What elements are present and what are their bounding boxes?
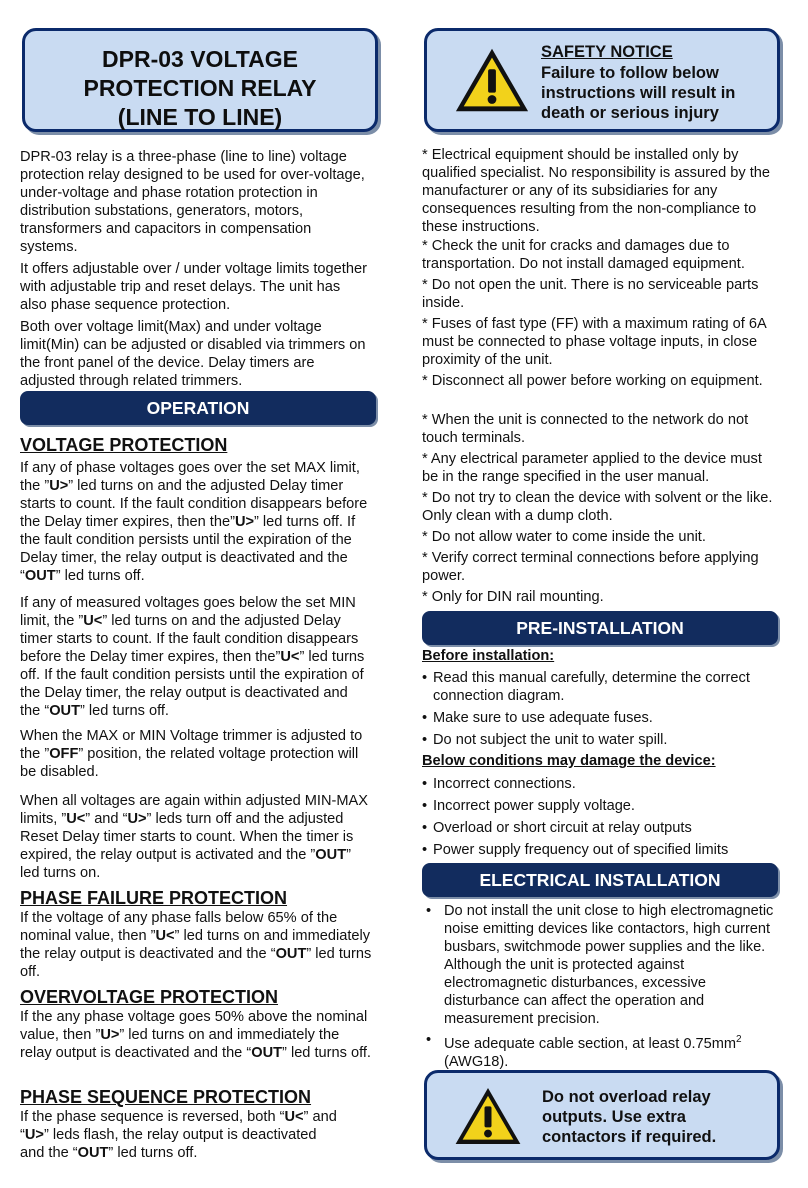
operation-bar: OPERATION — [20, 391, 376, 425]
electrical-item: • Do not install the unit close to high electromagnetic noise emitting devices like contactors, high current busbars, switchmode power supplies and the like. Although the unit is protected against electromagnetic disturbances, excessive disturbance can affect the operation and measurement precision. — [426, 903, 774, 1027]
before-installation-heading: Before installation: — [422, 648, 555, 664]
damage-item: • Incorrect power supply voltage. — [422, 798, 635, 814]
intro-paragraph-3: Both over voltage limit(Max) and under voltage limit(Min) can be adjusted or disabled via trimmers on the front panel of the device. Delay timers are adjusted through related trimmers. — [20, 319, 366, 389]
safety-item: * Verify correct terminal connections before applying power. — [422, 550, 759, 584]
phase-failure-paragraph: If the voltage of any phase falls below 65% of the nominal value, then ”U<” led turns on and immediately the relay output is deactivated and the “OUT” led turns off. — [20, 910, 372, 980]
safety-notice-message: Failure to follow below instructions will result in death or serious injury — [541, 64, 736, 122]
voltage-paragraph-4: When all voltages are again within adjusted MIN-MAX limits, ”U<” and “U>” leds turn off and the adjusted Reset Delay timer starts to count. When the timer is expired, the relay output is activated and the ”OUT” led turns on. — [20, 793, 368, 881]
safety-item: * Disconnect all power before working on equipment. — [422, 373, 763, 389]
warning-triangle-icon — [453, 1085, 523, 1147]
voltage-paragraph-3: When the MAX or MIN Voltage trimmer is adjusted to the ”OFF” position, the related voltage protection will be disabled. — [20, 728, 363, 780]
before-item: • Make sure to use adequate fuses. — [422, 710, 653, 726]
safety-notice-heading: SAFETY NOTICE — [541, 43, 673, 61]
intro-paragraph-2: It offers adjustable over / under voltage limits together with adjustable trip and reset delays. The unit has also phase sequence protection. — [20, 261, 367, 313]
safety-item: * Fuses of fast type (FF) with a maximum rating of 6A must be connected to phase voltage inputs, in close proximity of the unit. — [422, 316, 766, 368]
page-title — [25, 45, 375, 132]
voltage-paragraph-1: If any of phase voltages goes over the set MAX limit, the ”U>” led turns on and the adjusted Delay timer starts to count. If the fault condition disappears before the Delay timer expires, then the”U>” led turns off. If the fault condition persists until the expiration of the Delay timer, the relay output is deactivated and the “OUT” led turns off. — [20, 460, 368, 584]
damage-item: • Overload or short circuit at relay outputs — [422, 820, 692, 836]
safety-item: * Only for DIN rail mounting. — [422, 589, 604, 605]
electrical-item: • Use adequate cable section, at least $0.75mm^2$ (AWG18). — [426, 1032, 742, 1070]
damage-item: • Incorrect connections. — [422, 776, 576, 792]
title-box — [22, 28, 378, 132]
title-line-2: PROTECTION RELAY — [83, 75, 317, 101]
before-item: • Do not subject the unit to water spill. — [422, 732, 668, 748]
title-line-1: DPR-03 VOLTAGE — [102, 46, 298, 72]
safety-item: * Check the unit for cracks and damages due to transportation. Do not install damaged equipment. — [422, 238, 745, 272]
intro-paragraph-1: DPR-03 relay is a three-phase (line to line) voltage protection relay designed to be used for over-voltage, under-voltage and phase rotation protection in distribution substations, generators, motors, transformers and capacitors in compensation systems. — [20, 149, 365, 255]
phase-sequence-paragraph: If the phase sequence is reversed, both “U<” and “U>” leds flash, the relay output is deactivated and the “OUT” led turns off. — [20, 1109, 337, 1161]
overload-notice-box — [424, 1070, 780, 1160]
phase-sequence-heading: PHASE SEQUENCE PROTECTION — [20, 1087, 312, 1107]
safety-item: * Do not try to clean the device with solvent or the like. Only clean with a dump cloth. — [422, 490, 773, 524]
overvoltage-paragraph: If the any phase voltage goes 50% above the nominal value, then ”U>” led turns on and immediately the relay output is deactivated and the “OUT” led turns off. — [20, 1009, 371, 1061]
title-line-3: (LINE TO LINE) — [117, 104, 283, 130]
overload-notice-message: Do not overload relay outputs. Use extra contactors if required. — [542, 1088, 717, 1146]
warning-triangle-icon — [453, 45, 531, 115]
damage-conditions-heading: Below conditions may damage the device: — [422, 753, 716, 769]
safety-notice-box — [424, 28, 780, 132]
voltage-paragraph-2: If any of measured voltages goes below the set MIN limit, the ”U<” led turns on and the adjusted Delay timer starts to count. If the fault condition disappears before the Delay timer expires, then the”U<” led turns off. If the fault condition persists until the expiration of the Delay timer, the relay output is deactivated and the “OUT” led turns off. — [20, 595, 365, 719]
safety-item: * When the unit is connected to the network do not touch terminals. — [422, 412, 749, 446]
safety-item: * Do not open the unit. There is no serviceable parts inside. — [422, 277, 759, 311]
voltage-protection-heading: VOLTAGE PROTECTION — [20, 435, 228, 455]
safety-item: * Electrical equipment should be installed only by qualified specialist. No responsibility is assured by the manufacturer or any of its subsidiaries for any consequences resulting from the non-compliance to these instructions. — [422, 147, 770, 235]
safety-item: * Any electrical parameter applied to the device must be in the range specified in the user manual. — [422, 451, 762, 485]
safety-item: * Do not allow water to come inside the unit. — [422, 529, 706, 545]
pre-installation-bar: PRE-INSTALLATION — [422, 611, 778, 645]
overvoltage-heading: OVERVOLTAGE PROTECTION — [20, 987, 279, 1007]
damage-item: • Power supply frequency out of specified limits — [422, 842, 729, 858]
phase-failure-heading: PHASE FAILURE PROTECTION — [20, 888, 288, 908]
before-item: • Read this manual carefully, determine the correct connection diagram. — [422, 670, 750, 704]
electrical-installation-bar: ELECTRICAL INSTALLATION — [422, 863, 778, 897]
